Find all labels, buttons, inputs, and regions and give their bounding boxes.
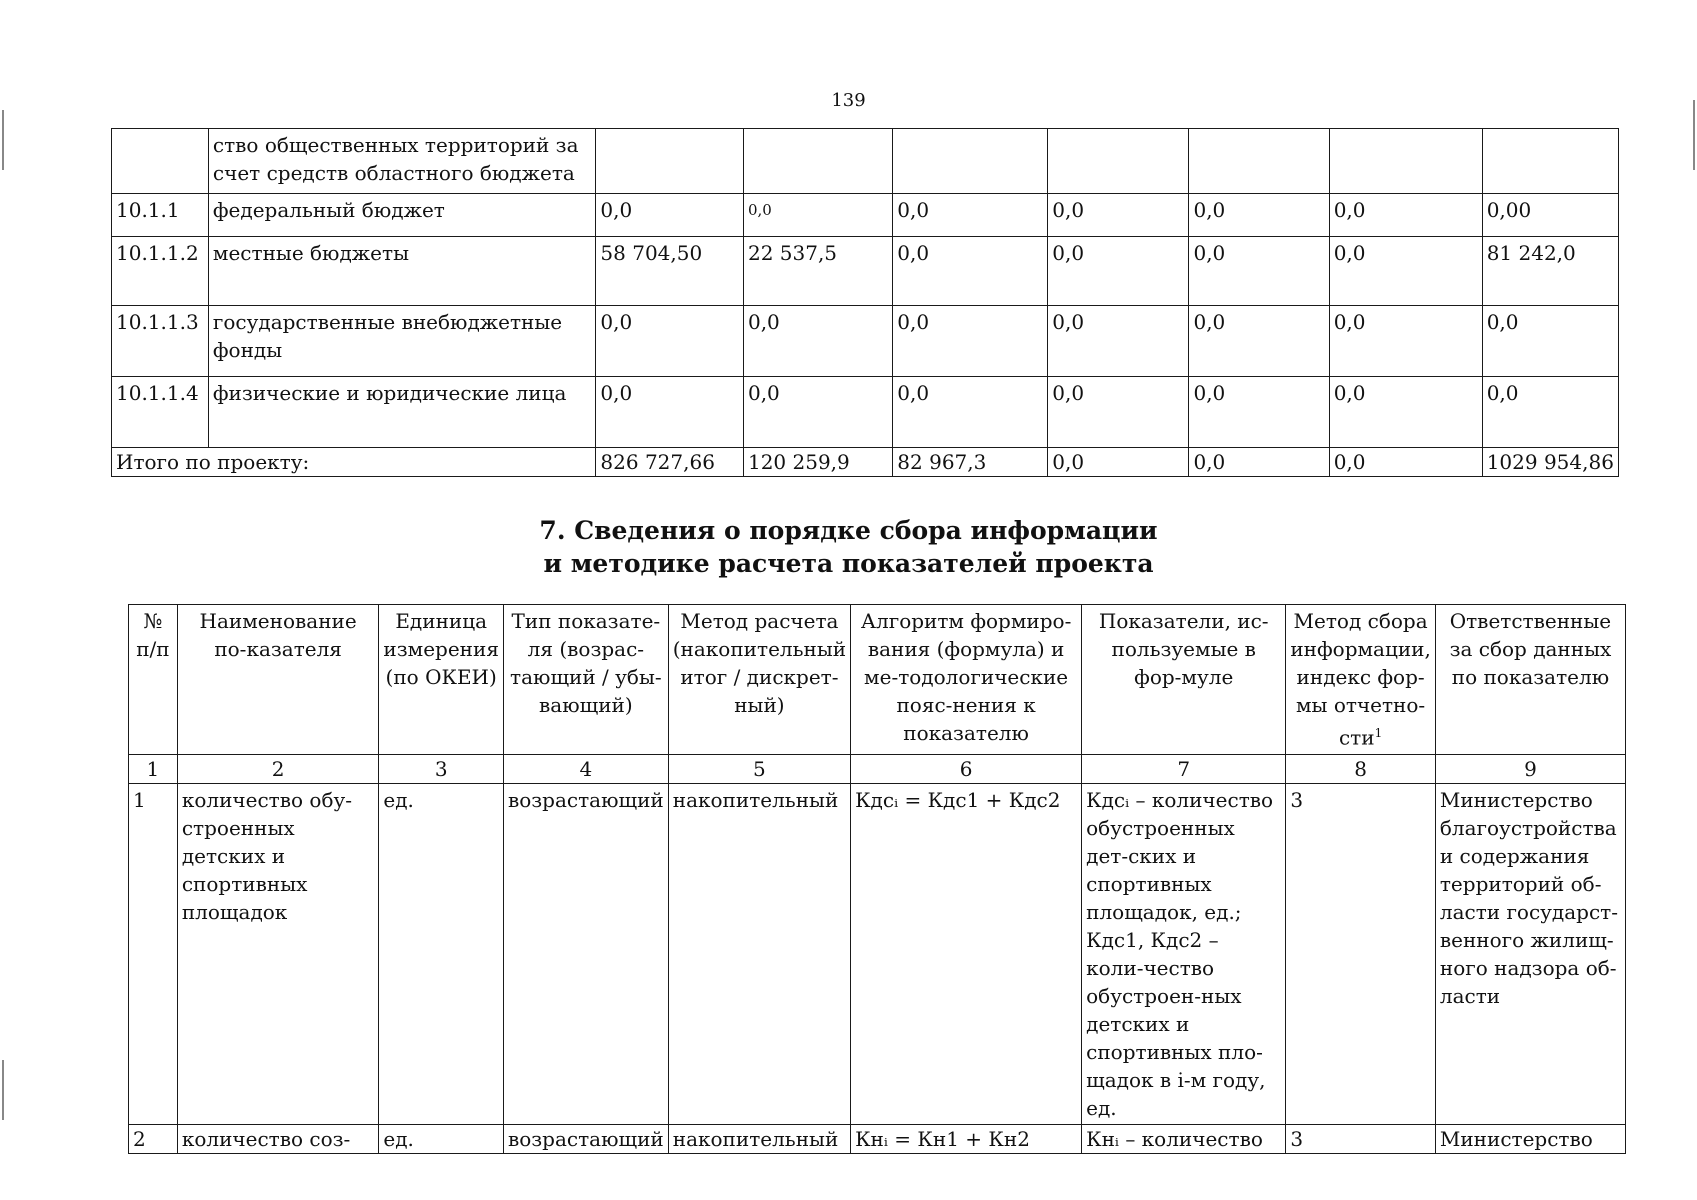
value-cell: 0,00 [1482, 194, 1618, 237]
value-cell: 0,0 [1189, 377, 1329, 448]
value-cell: 0,0 [1329, 237, 1482, 306]
indicators-table [128, 604, 1626, 1154]
formula-indicators: Кдсᵢ – количество обустроенных дет-ских и спортивных площадок, ед.; Кдс1, Кдс2 – коли-чество обустроен-ных детских и спортивных пло-щадок в i-м году, ед. [1082, 783, 1286, 1124]
value-cell: 0,0 [1048, 377, 1189, 448]
value-cell: 81 242,0 [1482, 237, 1618, 306]
scan-edge-mark [2, 1060, 4, 1120]
scan-edge-mark [1693, 100, 1695, 170]
value-cell: 0,0 [1189, 306, 1329, 377]
value-cell: 0,0 [1189, 237, 1329, 306]
column-number: 2 [177, 754, 379, 783]
indicator-type: возрастающий [503, 1124, 668, 1153]
value-cell: 0,0 [1329, 306, 1482, 377]
table-row [112, 237, 1619, 306]
value-cell: 22 537,5 [743, 237, 892, 306]
header-cell: № п/п [129, 605, 178, 755]
table-row [112, 306, 1619, 377]
value-cell: 0,0 [1048, 306, 1189, 377]
unit: ед. [379, 783, 504, 1124]
total-value: 0,0 [1189, 448, 1329, 477]
scan-edge-mark [2, 110, 4, 170]
row-name: федеральный бюджет [208, 194, 596, 237]
formula: Кдсᵢ = Кдс1 + Кдс2 [851, 783, 1082, 1124]
value-cell: 0,0 [596, 306, 744, 377]
row-name: государственные внебюджетные фонды [208, 306, 596, 377]
column-number: 8 [1286, 754, 1436, 783]
value-cell [1048, 129, 1189, 194]
row-name: местные бюджеты [208, 237, 596, 306]
value-cell: 0,0 [743, 306, 892, 377]
calc-method: накопительный [668, 1124, 850, 1153]
column-number: 7 [1082, 754, 1286, 783]
value-cell: 0,0 [1482, 306, 1618, 377]
formula: Кнᵢ = Кн1 + Кн2 [851, 1124, 1082, 1153]
page-number: 139 [831, 90, 866, 111]
column-number: 3 [379, 754, 504, 783]
value-cell [1482, 129, 1618, 194]
header-cell: Наименование по-казателя [177, 605, 379, 755]
row-name: физические и юридические лица [208, 377, 596, 448]
finance-table [111, 128, 1619, 477]
header-cell: Показатели, ис-пользуемые в фор-муле [1082, 605, 1286, 755]
formula-indicators: Кнᵢ – количество [1082, 1124, 1286, 1153]
footnote-mark: 1 [1374, 726, 1383, 740]
value-cell [1189, 129, 1329, 194]
row-code: 10.1.1.4 [112, 377, 209, 448]
value-cell: 0,0 [893, 306, 1048, 377]
total-value: 82 967,3 [893, 448, 1048, 477]
row-code: 10.1.1.2 [112, 237, 209, 306]
value-cell: 0,0 [1189, 194, 1329, 237]
total-value: 0,0 [1329, 448, 1482, 477]
table-row [129, 783, 1626, 1124]
value-cell: 0,0 [1329, 377, 1482, 448]
header-cell: Метод расчета (накопительный итог / дискрет-ный) [668, 605, 850, 755]
section-heading-line1: 7. Сведения о порядке сбора информации [539, 516, 1158, 545]
calc-method: накопительный [668, 783, 850, 1124]
value-cell [743, 129, 892, 194]
header-text: Метод сбора информации, индекс фор-мы отчетно-сти [1290, 609, 1431, 750]
indicator-name: количество обу-строенных детских и спортивных площадок [177, 783, 379, 1124]
value-cell: 0,0 [893, 377, 1048, 448]
header-cell: Тип показате-ля (возрас-тающий / убы-вающий) [503, 605, 668, 755]
total-value: 0,0 [1048, 448, 1189, 477]
row-code [112, 129, 209, 194]
value-cell [596, 129, 744, 194]
total-value: 1029 954,86 [1482, 448, 1618, 477]
section-heading [0, 514, 1697, 580]
total-label: Итого по проекту: [112, 448, 596, 477]
value-cell: 0,0 [893, 237, 1048, 306]
value-cell: 0,0 [1048, 237, 1189, 306]
value-cell: 0,0 [1482, 377, 1618, 448]
header-cell: Алгоритм формиро-вания (формула) и ме-тодологические пояс-нения к показателю [851, 605, 1082, 755]
value-cell [1329, 129, 1482, 194]
value-cell: 0,0 [1329, 194, 1482, 237]
row-name: ство общественных территорий за счет средств областного бюджета [208, 129, 596, 194]
row-number: 2 [129, 1124, 178, 1153]
total-value: 120 259,9 [743, 448, 892, 477]
value-cell: 0,0 [743, 194, 892, 237]
column-number: 4 [503, 754, 668, 783]
total-row [112, 448, 1619, 477]
value-cell: 0,0 [893, 194, 1048, 237]
section-heading-line2: и методике расчета показателей проекта [543, 549, 1154, 578]
row-code: 10.1.1.3 [112, 306, 209, 377]
collection-method: 3 [1286, 1124, 1436, 1153]
value-cell: 58 704,50 [596, 237, 744, 306]
value-cell: 0,0 [596, 377, 744, 448]
column-number-row [129, 754, 1626, 783]
total-value: 826 727,66 [596, 448, 744, 477]
column-number: 1 [129, 754, 178, 783]
header-cell: Ответственные за сбор данных по показателю [1435, 605, 1625, 755]
table-row [129, 1124, 1626, 1153]
row-code: 10.1.1 [112, 194, 209, 237]
column-number: 6 [851, 754, 1082, 783]
table-row [112, 194, 1619, 237]
value-cell: 0,0 [596, 194, 744, 237]
column-number: 9 [1435, 754, 1625, 783]
indicator-name: количество соз- [177, 1124, 379, 1153]
indicator-type: возрастающий [503, 783, 668, 1124]
table-row [112, 129, 1619, 194]
row-number: 1 [129, 783, 178, 1124]
column-number: 5 [668, 754, 850, 783]
responsible: Министерство благоустройства и содержания территорий об-ласти государст-венного жилищ-ного надзора об-ласти [1435, 783, 1625, 1124]
value-cell [893, 129, 1048, 194]
responsible: Министерство [1435, 1124, 1625, 1153]
collection-method: 3 [1286, 783, 1436, 1124]
header-row [129, 605, 1626, 755]
table-row [112, 377, 1619, 448]
unit: ед. [379, 1124, 504, 1153]
value-cell: 0,0 [1048, 194, 1189, 237]
value-cell: 0,0 [743, 377, 892, 448]
header-cell [1286, 605, 1436, 755]
header-cell: Единица измерения (по ОКЕИ) [379, 605, 504, 755]
